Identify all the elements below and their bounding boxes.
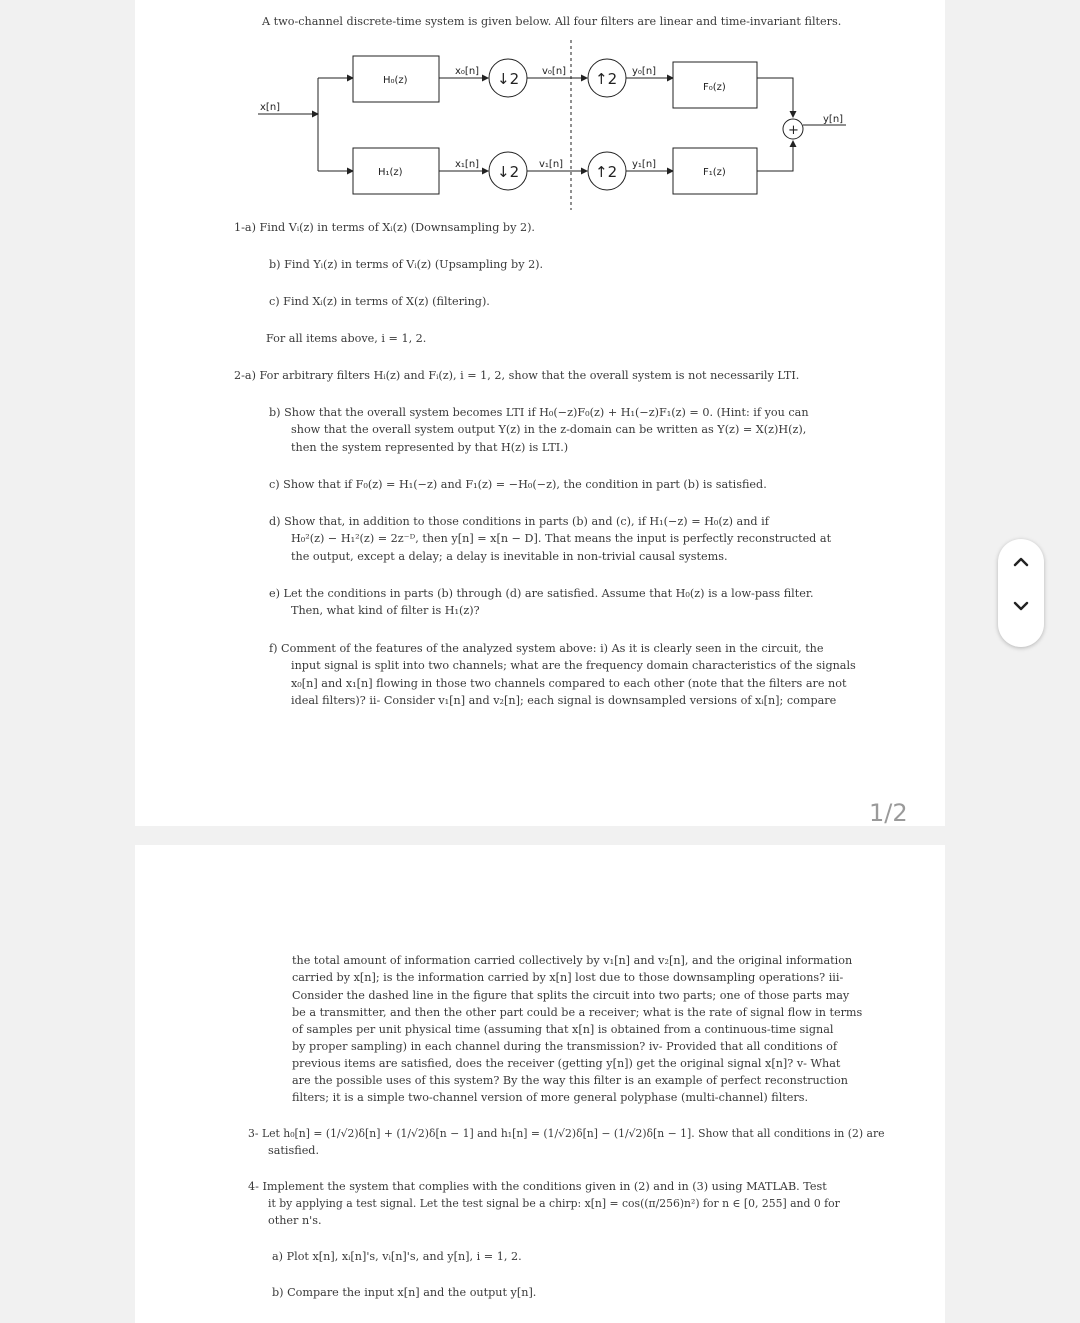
h1-label: H₁(z) xyxy=(378,167,403,178)
q4-line3: other n's. xyxy=(268,1214,322,1227)
output-label: y[n] xyxy=(823,114,844,125)
q4-line2: it by applying a test signal. Let the test signal be a chirp: x[n] = cos((π/256)n²) for n ∈ [0, 255] and 0 for xyxy=(268,1197,840,1210)
p2-line7: previous items are satisfied, does the receiver (getting y[n]) get the original signal x[n]? v- What xyxy=(292,1057,841,1070)
v1-label: v₁[n] xyxy=(539,159,564,170)
q2e-line2: Then, what kind of filter is H₁(z)? xyxy=(291,604,480,617)
q2e-line1: e) Let the conditions in parts (b) through (d) are satisfied. Assume that H₀(z) is a low-pass filter. xyxy=(269,587,814,600)
page-nav xyxy=(998,539,1044,647)
v0-label: v₀[n] xyxy=(542,66,567,77)
downsample-top-label: ↓2 xyxy=(497,70,520,88)
h0-label: H₀(z) xyxy=(383,75,408,86)
adder-label: + xyxy=(788,123,799,138)
q3-line2: satisfied. xyxy=(268,1144,320,1157)
f0-label: F₀(z) xyxy=(703,82,726,93)
q4b-text: b) Compare the input x[n] and the output y[n]. xyxy=(272,1286,537,1299)
q1-note: For all items above, i = 1, 2. xyxy=(266,332,427,345)
q1a-text: 1-a) Find Vᵢ(z) in terms of Xᵢ(z) (Downsampling by 2). xyxy=(234,221,535,234)
upsample-top-label: ↑2 xyxy=(595,70,618,88)
p2-line1: the total amount of information carried collectively by v₁[n] and v₂[n], and the original information xyxy=(292,954,853,967)
q1b-text: b) Find Yᵢ(z) in terms of Vᵢ(z) (Upsampling by 2). xyxy=(269,258,544,271)
q2d-line3: the output, except a delay; a delay is inevitable in non-trivial causal systems. xyxy=(291,550,728,563)
downsample-bottom-label: ↓2 xyxy=(497,163,520,181)
q2d-line2: H₀²(z) − H₁²(z) = 2z⁻ᴰ, then y[n] = x[n − D]. That means the input is perfectly reconstructed at xyxy=(291,532,832,545)
q2f-line4: ideal filters)? ii- Consider v₁[n] and v₂[n]; each signal is downsampled versions of xᵢ[n]; compare xyxy=(291,694,837,707)
q1c-text: c) Find Xᵢ(z) in terms of X(z) (filtering). xyxy=(269,295,490,308)
p2-line8: are the possible uses of this system? By the way this filter is an example of perfect reconstruction xyxy=(292,1074,848,1087)
p2-line4: be a transmitter, and then the other part could be a receiver; what is the rate of signal flow in terms xyxy=(292,1006,863,1019)
upsample-bottom-label: ↑2 xyxy=(595,163,618,181)
q4-line1: 4- Implement the system that complies with the conditions given in (2) and in (3) using MATLAB. Test xyxy=(248,1180,827,1193)
input-label: x[n] xyxy=(260,102,281,113)
chevron-up-icon xyxy=(1011,552,1031,572)
y0-label: y₀[n] xyxy=(632,66,657,77)
block-diagram xyxy=(250,38,850,214)
x1-label: x₁[n] xyxy=(455,159,480,170)
p2-line3: Consider the dashed line in the figure that splits the circuit into two parts; one of those parts may xyxy=(292,989,850,1002)
f1-label: F₁(z) xyxy=(703,167,726,178)
q2f-line3: x₀[n] and x₁[n] flowing in those two channels compared to each other (note that the filters are not xyxy=(291,677,847,690)
q2a-text: 2-a) For arbitrary filters Hᵢ(z) and Fᵢ(z), i = 1, 2, show that the overall system is not necessarily LTI. xyxy=(234,369,800,382)
intro-text: A two-channel discrete-time system is given below. All four filters are linear and time-invariant filters. xyxy=(262,15,842,28)
f0-to-adder-arrow xyxy=(757,78,793,117)
next-page-button[interactable] xyxy=(998,596,1044,636)
f1-to-adder-arrow xyxy=(757,141,793,171)
q2f-line1: f) Comment of the features of the analyzed system above: i) As it is clearly seen in the circuit, the xyxy=(269,642,824,655)
q2f-line2: input signal is split into two channels; what are the frequency domain characteristics of the signals xyxy=(291,659,856,672)
chevron-down-icon xyxy=(1011,596,1031,616)
p2-line2: carried by x[n]; is the information carried by x[n] lost due to those downsampling operations? iii- xyxy=(292,971,844,984)
x0-label: x₀[n] xyxy=(455,66,480,77)
q2c-text: c) Show that if F₀(z) = H₁(−z) and F₁(z) = −H₀(−z), the condition in part (b) is satisfied. xyxy=(269,478,767,491)
p2-line9: filters; it is a simple two-channel version of more general polyphase (multi-channel) filters. xyxy=(292,1091,809,1104)
q2d-line1: d) Show that, in addition to those conditions in parts (b) and (c), if H₁(−z) = H₀(z) and if xyxy=(269,515,769,528)
q2b-line2: show that the overall system output Y(z) in the z-domain can be written as Y(z) = X(z)H(z), xyxy=(291,423,807,436)
p2-line5: of samples per unit physical time (assuming that x[n] is obtained from a continuous-time signal xyxy=(292,1023,834,1036)
q2b-line1: b) Show that the overall system becomes LTI if H₀(−z)F₀(z) + H₁(−z)F₁(z) = 0. (Hint: if you can xyxy=(269,406,809,419)
page-indicator: 1/2 xyxy=(869,799,908,827)
q3-line1: 3- Let h₀[n] = (1/√2)δ[n] + (1/√2)δ[n − 1] and h₁[n] = (1/√2)δ[n] − (1/√2)δ[n − 1]. Show that all conditions in (2) are xyxy=(248,1127,885,1140)
q2b-line3: then the system represented by that H(z) is LTI.) xyxy=(291,441,569,454)
p2-line6: by proper sampling) in each channel during the transmission? iv- Provided that all conditions of xyxy=(292,1040,838,1053)
y1-label: y₁[n] xyxy=(632,159,657,170)
q4a-text: a) Plot x[n], xᵢ[n]'s, vᵢ[n]'s, and y[n], i = 1, 2. xyxy=(272,1250,522,1263)
prev-page-button[interactable] xyxy=(998,552,1044,592)
